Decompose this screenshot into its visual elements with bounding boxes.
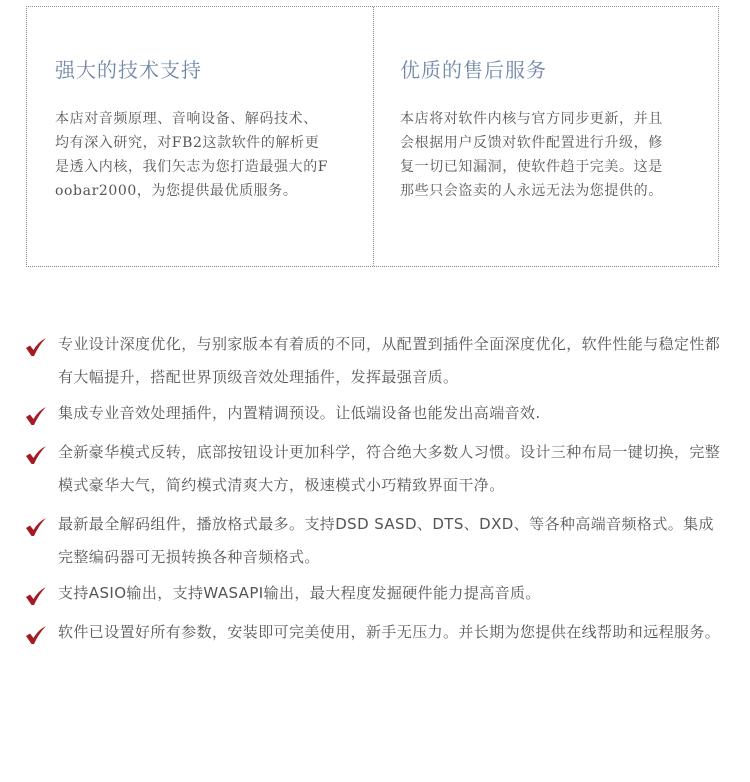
feature-text: 支持ASIO输出，支持WASAPI输出，最大程度发掘硬件能力提高音质。 (58, 584, 541, 602)
check-mark-icon (24, 517, 48, 537)
after-sales-title: 优质的售后服务 (400, 58, 547, 82)
feature-text: 全新豪华模式反转，底部按钮设计更加科学，符合绝大多数人习惯。设计三种布局一键切换，完整模式豪华大气，简约模式清爽大方，极速模式小巧精致界面干净。 (58, 443, 721, 494)
feature-item (24, 577, 728, 610)
tech-support-title: 强大的技术支持 (55, 58, 202, 82)
after-sales-text: 本店将对软件内核与官方同步更新，并且会根据用户反馈对软件配置进行升级，修复一切已知漏洞，使软件趋于完美。这是那些只会盗卖的人永远无法为您提供的。 (400, 111, 663, 199)
feature-text: 软件已设置好所有参数，安装即可完美使用，新手无压力。并长期为您提供在线帮助和远程服务。 (58, 623, 721, 641)
check-mark-icon (24, 586, 48, 606)
check-mark-icon (24, 337, 48, 357)
service-panels (26, 6, 719, 267)
feature-item (24, 328, 728, 394)
feature-item (24, 508, 728, 574)
feature-text: 集成专业音效处理插件，内置精调预设。让低端设备也能发出高端音效. (58, 404, 541, 422)
after-sales-panel (373, 7, 718, 266)
feature-item (24, 616, 728, 649)
check-mark-icon (24, 406, 48, 426)
feature-item (24, 397, 728, 430)
check-mark-icon (24, 625, 48, 645)
check-mark-icon (24, 445, 48, 465)
feature-item (24, 436, 728, 502)
tech-support-panel (27, 7, 373, 266)
tech-support-text: 本店对音频原理、音响设备、解码技术、均有深入研究，对FB2这款软件的解析更是透入内核，我们矢志为您打造最强大的Foobar2000，为您提供最优质服务。 (55, 111, 329, 199)
feature-list (24, 328, 728, 649)
feature-text: 最新最全解码组件，播放格式最多。支持DSD SASD、DTS、DXD、等各种高端音频格式。集成完整编码器可无损转换各种音频格式。 (58, 515, 714, 566)
feature-text: 专业设计深度优化，与别家版本有着质的不同，从配置到插件全面深度优化，软件性能与稳定性都有大幅提升，搭配世界顶级音效处理插件，发挥最强音质。 (58, 335, 721, 386)
